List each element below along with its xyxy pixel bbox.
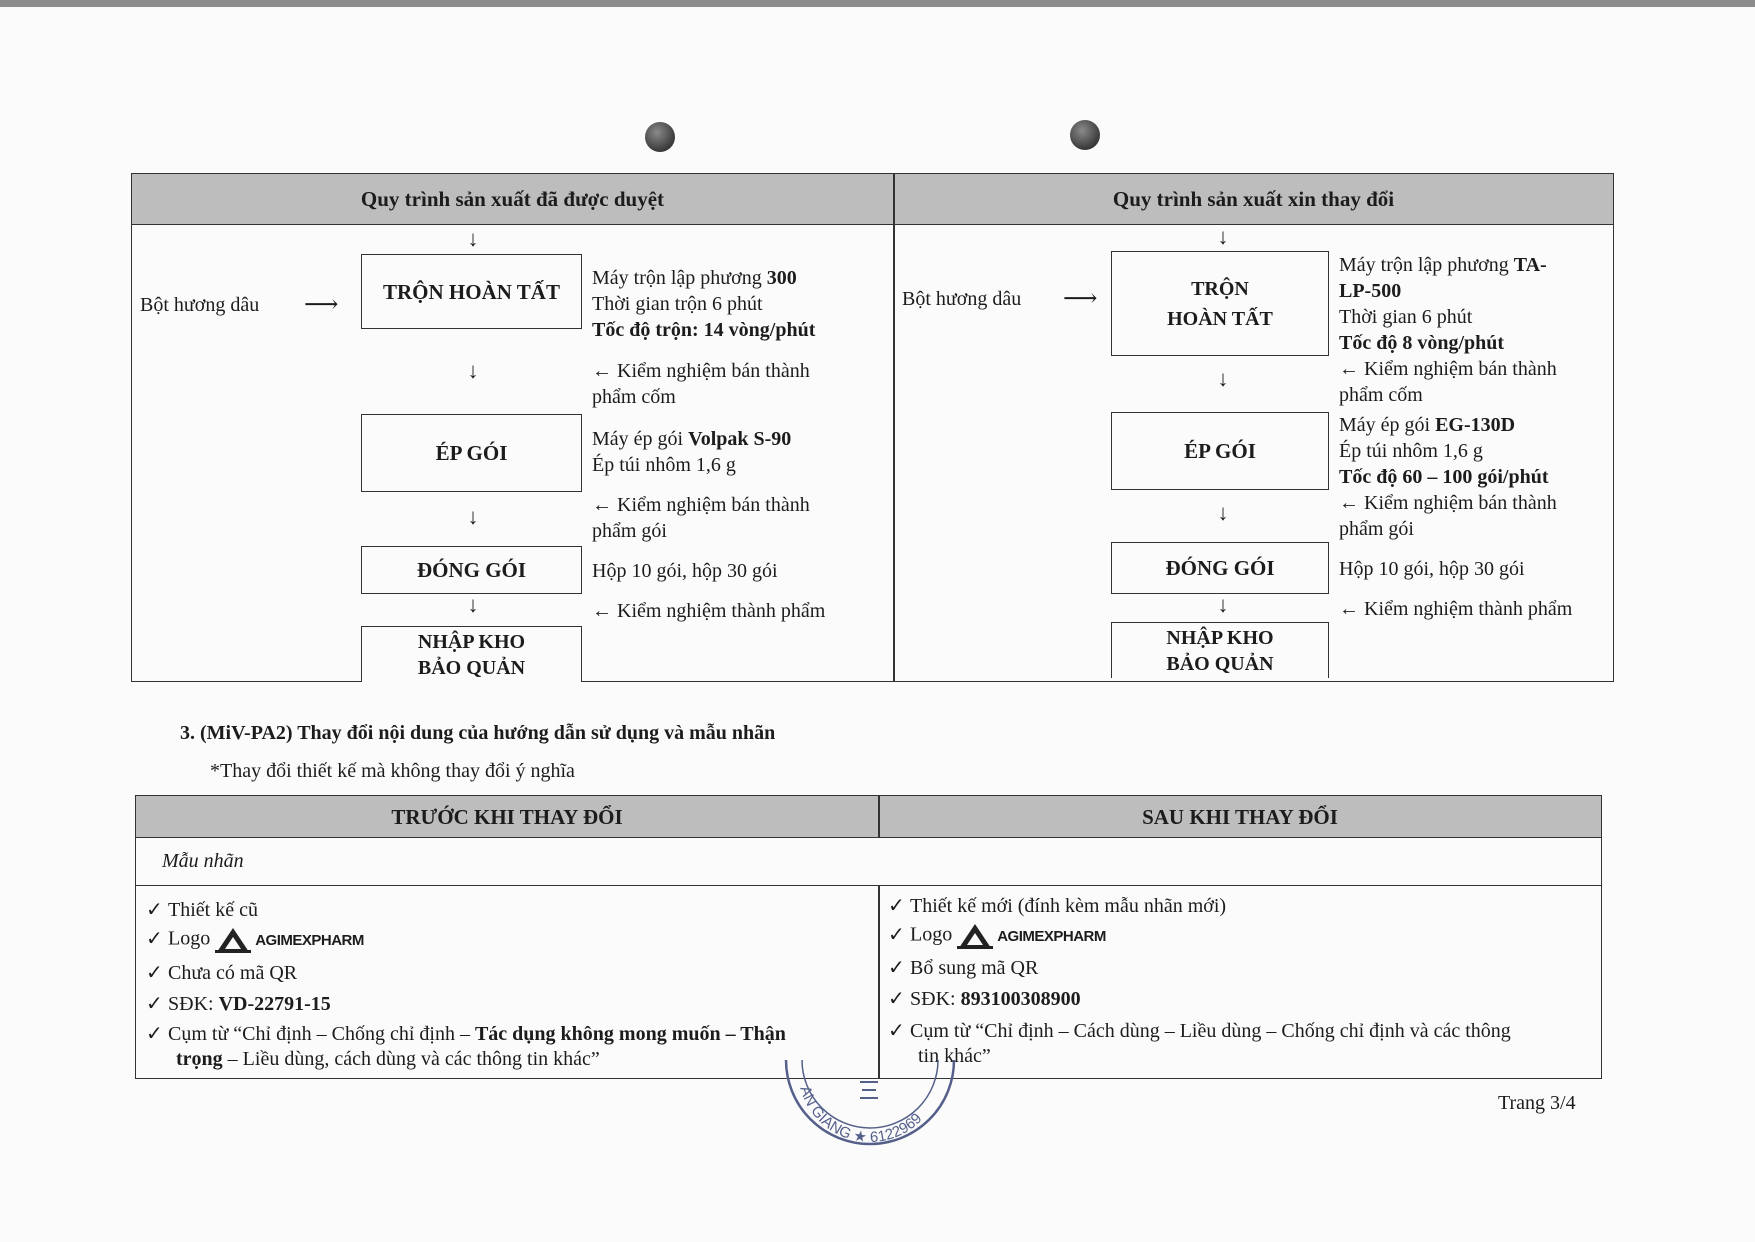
before-item-logo: ✓ Logo AGIMEXPHARM (146, 926, 364, 954)
page-number: Trang 3/4 (1498, 1092, 1576, 1114)
section-label-row (136, 838, 1601, 886)
note-qc-finished-right: ← Kiểm nghiệm thành phẩm (1339, 598, 1573, 620)
header-before-text: TRƯỚC KHI THAY ĐỔI (391, 805, 623, 829)
check-icon: ✓ (888, 957, 905, 979)
arrow-right-icon: ⟶ (1063, 286, 1098, 312)
check-icon: ✓ (146, 1023, 163, 1045)
arrow-down-icon: ↓ (1217, 500, 1229, 525)
note-qc-finished-left: ← Kiểm nghiệm thành phẩm (592, 600, 826, 622)
input-label-right: Bột hương dâu (902, 288, 1022, 310)
stamp-text: AN GIANG ★ 6122969 (796, 1083, 926, 1147)
arrow-down-icon: ↓ (467, 504, 479, 529)
note-box-right: Hộp 10 gói, hộp 30 gói (1339, 558, 1525, 580)
check-icon: ✓ (888, 1020, 905, 1042)
arrow-down-icon: ↓ (1217, 592, 1229, 617)
header-approved-process (132, 174, 893, 225)
check-icon: ✓ (888, 895, 905, 917)
section-3-subtitle: *Thay đổi thiết kế mà không thay đổi ý nghĩa (210, 760, 575, 782)
header-before (136, 796, 878, 838)
note-qc-sachet-left: ← Kiểm nghiệm bán thành phẩm gói (592, 494, 810, 542)
step-store-right: NHẬP KHO BẢO QUẢN (1111, 622, 1329, 678)
after-item-phrase: ✓ Cụm từ “Chỉ định – Cách dùng – Liều dùng – Chống chỉ định và các thông tin khác” (888, 1020, 1511, 1067)
scan-top-edge (0, 0, 1755, 7)
header-proposed-text: Quy trình sản xuất xin thay đổi (1112, 187, 1395, 211)
note-qc-sachet-right: ← Kiểm nghiệm bán thành phẩm gói (1339, 492, 1557, 540)
official-stamp (780, 1060, 960, 1150)
check-icon: ✓ (146, 927, 163, 950)
section-3-title: 3. (MiV-PA2) Thay đổi nội dung của hướng dẫn sử dụng và mẫu nhãn (180, 722, 776, 744)
note-pack-left: Máy ép gói Volpak S-90 Ép túi nhôm 1,6 g (592, 428, 792, 476)
step-store-left: NHẬP KHO BẢO QUẢN (361, 626, 582, 682)
after-item-sdk: ✓ SĐK: 893100308900 (888, 988, 1081, 1010)
step-pack-left: ÉP GÓI (361, 414, 582, 492)
logo-triangle-icon (957, 922, 993, 950)
before-item-design: ✓ Thiết kế cũ (146, 899, 258, 921)
check-icon: ✓ (146, 899, 163, 921)
step-box-left: ĐÓNG GÓI (361, 546, 582, 594)
input-label-left: Bột hương dâu (140, 294, 260, 316)
arrow-down-icon: ↓ (1217, 224, 1229, 249)
header-approved-text: Quy trình sản xuất đã được duyệt (360, 187, 665, 211)
note-mix-right: Máy trộn lập phương TA- LP-500 Thời gian 6 phút Tốc độ 8 vòng/phút (1339, 254, 1547, 354)
before-item-qr: ✓ Chưa có mã QR (146, 962, 298, 984)
header-divider (878, 796, 880, 838)
header-after-text: SAU KHI THAY ĐỔI (1142, 805, 1338, 829)
column-divider (893, 174, 895, 681)
note-qc-granule-left: ← Kiểm nghiệm bán thành phẩm cốm (592, 360, 810, 408)
before-item-phrase: ✓ Cụm từ “Chỉ định – Chống chỉ định – Tác dụng không mong muốn – Thận trọng – Liều dùng, cách dùng và các thông tin khác” (146, 1023, 786, 1070)
header-proposed-process (894, 174, 1613, 225)
arrow-down-icon: ↓ (467, 226, 479, 251)
check-icon: ✓ (888, 988, 905, 1010)
note-mix-left: Máy trộn lập phương 300 Thời gian trộn 6 phút Tốc độ trộn: 14 vòng/phút (592, 267, 816, 341)
step-mix-right: TRỘN HOÀN TẤT (1111, 251, 1329, 356)
section-label: Mẫu nhãn (162, 850, 244, 872)
arrow-down-icon: ↓ (467, 592, 479, 617)
logo-triangle-icon (215, 926, 251, 954)
check-icon: ✓ (146, 962, 163, 984)
check-icon: ✓ (146, 993, 163, 1015)
before-item-sdk: ✓ SĐK: VD-22791-15 (146, 993, 331, 1015)
step-box-right: ĐÓNG GÓI (1111, 542, 1329, 594)
arrow-down-icon: ↓ (467, 358, 479, 383)
header-after (879, 796, 1601, 838)
after-item-logo: ✓ Logo AGIMEXPHARM (888, 922, 1106, 950)
after-item-design: ✓ Thiết kế mới (đính kèm mẫu nhãn mới) (888, 895, 1227, 917)
process-comparison-table (131, 173, 1614, 682)
step-mix-left: TRỘN HOÀN TẤT (361, 254, 582, 329)
label-change-table (135, 795, 1602, 1079)
check-icon: ✓ (888, 923, 905, 946)
agimexpharm-logo: AGIMEXPHARM (957, 922, 1106, 950)
agimexpharm-logo: AGIMEXPHARM (215, 926, 364, 954)
after-item-qr: ✓ Bổ sung mã QR (888, 957, 1039, 979)
note-pack-right: Máy ép gói EG-130D Ép túi nhôm 1,6 g Tốc độ 60 – 100 gói/phút (1339, 414, 1549, 488)
arrow-right-icon: ⟶ (304, 292, 339, 318)
note-qc-granule-right: ← Kiểm nghiệm bán thành phẩm cốm (1339, 358, 1557, 406)
step-pack-right: ÉP GÓI (1111, 412, 1329, 490)
arrow-down-icon: ↓ (1217, 366, 1229, 391)
body-divider (878, 886, 880, 1078)
note-box-left: Hộp 10 gói, hộp 30 gói (592, 560, 778, 582)
punch-hole-left (645, 122, 675, 152)
punch-hole-right (1070, 120, 1100, 150)
